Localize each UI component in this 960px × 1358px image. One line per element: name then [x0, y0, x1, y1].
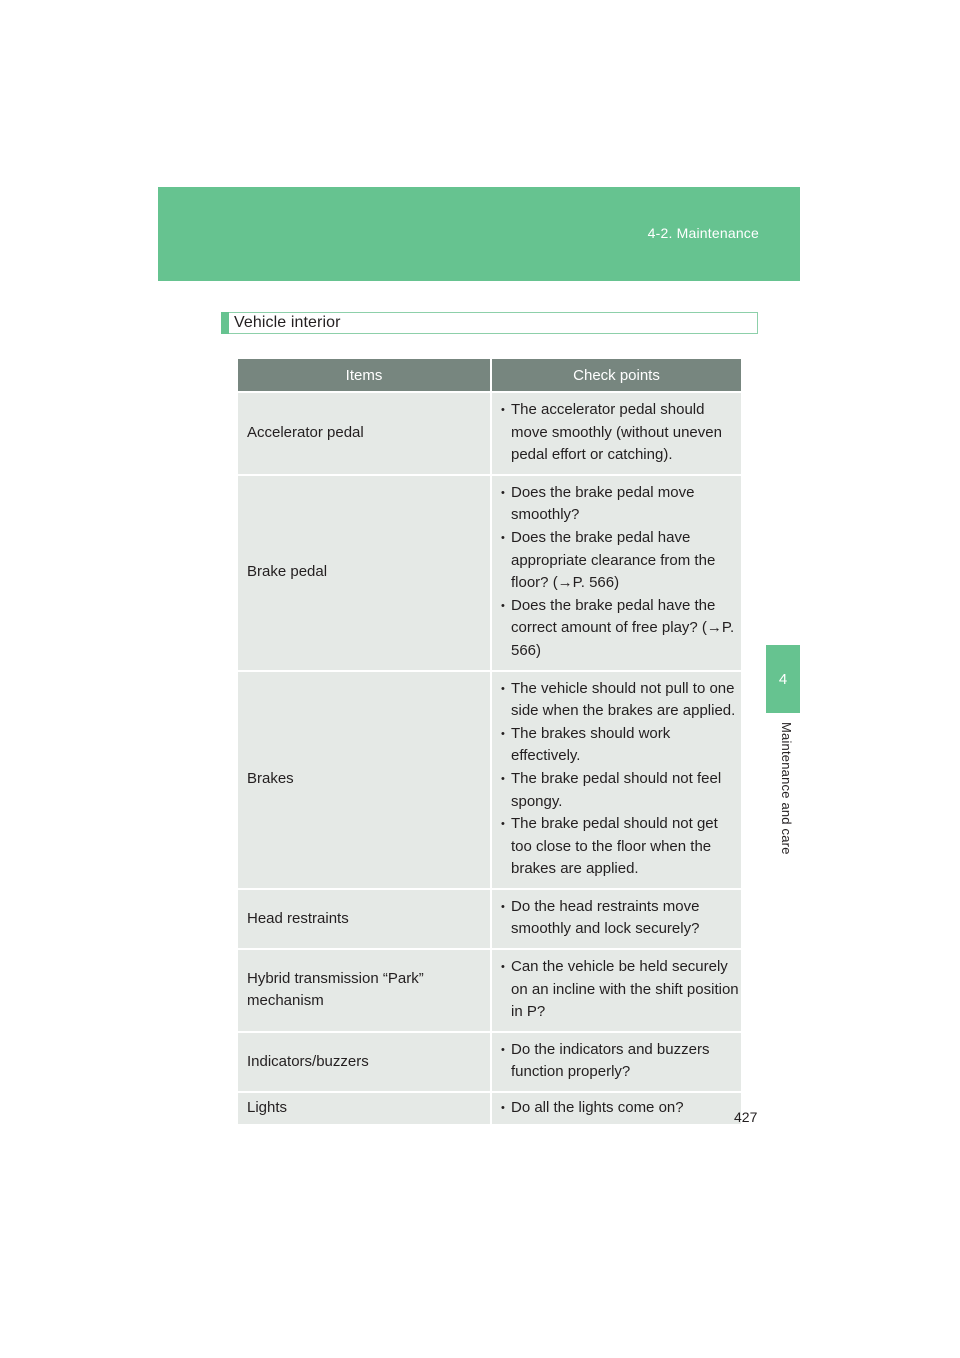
item-cell: Brake pedal: [238, 475, 491, 671]
table-row: [238, 949, 741, 1032]
section-breadcrumb: 4-2. Maintenance: [647, 225, 759, 241]
chapter-header-band: [158, 187, 800, 281]
heading-accent-bar: [221, 312, 229, 334]
check-points-cell: [491, 949, 741, 1032]
check-point: • Do the indicators and buzzers function properly?: [501, 1039, 739, 1084]
check-point: • The brake pedal should not get too close to the floor when the brakes are applied.: [501, 813, 739, 881]
table-row: [238, 392, 741, 475]
check-points-cell: [491, 1032, 741, 1092]
check-point: • The brake pedal should not feel spongy.: [501, 768, 739, 813]
check-points-cell: [491, 475, 741, 671]
check-point: • Does the brake pedal move smoothly?: [501, 482, 739, 527]
table-row: [238, 475, 741, 671]
section-title: Vehicle interior: [234, 314, 341, 331]
item-cell: Hybrid transmission “Park” mechanism: [238, 949, 491, 1032]
check-point: • Do all the lights come on?: [501, 1097, 739, 1120]
inspection-table: [238, 359, 741, 1124]
section-heading: [221, 312, 758, 334]
table-row: [238, 889, 741, 949]
item-cell: Accelerator pedal: [238, 392, 491, 475]
item-cell: Lights: [238, 1092, 491, 1124]
check-point: • Do the head restraints move smoothly and lock securely?: [501, 896, 739, 941]
chapter-tab[interactable]: [766, 645, 800, 713]
check-point: • Can the vehicle be held securely on an incline with the shift position in P?: [501, 956, 739, 1024]
item-cell: Brakes: [238, 671, 491, 889]
check-point: • Does the brake pedal have appropriate clearance from the floor? (→P. 566): [501, 527, 739, 595]
check-point: • Does the brake pedal have the correct amount of free play? (→P. 566): [501, 595, 739, 663]
check-points-cell: [491, 1092, 741, 1124]
page-number: 427: [734, 1109, 758, 1125]
column-header-check-points: Check points: [491, 359, 741, 392]
check-point: • The vehicle should not pull to one side when the brakes are applied.: [501, 678, 739, 723]
table-header-row: [238, 359, 741, 392]
table-row: [238, 1092, 741, 1124]
check-points-cell: [491, 671, 741, 889]
check-point: • The accelerator pedal should move smoothly (without uneven pedal effort or catching).: [501, 399, 739, 467]
table-row: [238, 671, 741, 889]
chapter-number: 4: [778, 670, 788, 688]
column-header-items: Items: [238, 359, 491, 392]
item-cell: Head restraints: [238, 889, 491, 949]
check-point: • The brakes should work effectively.: [501, 723, 739, 768]
check-points-cell: [491, 889, 741, 949]
chapter-title-vertical: Maintenance and care: [779, 722, 794, 855]
item-cell: Indicators/buzzers: [238, 1032, 491, 1092]
table-row: [238, 1032, 741, 1092]
check-points-cell: [491, 392, 741, 475]
